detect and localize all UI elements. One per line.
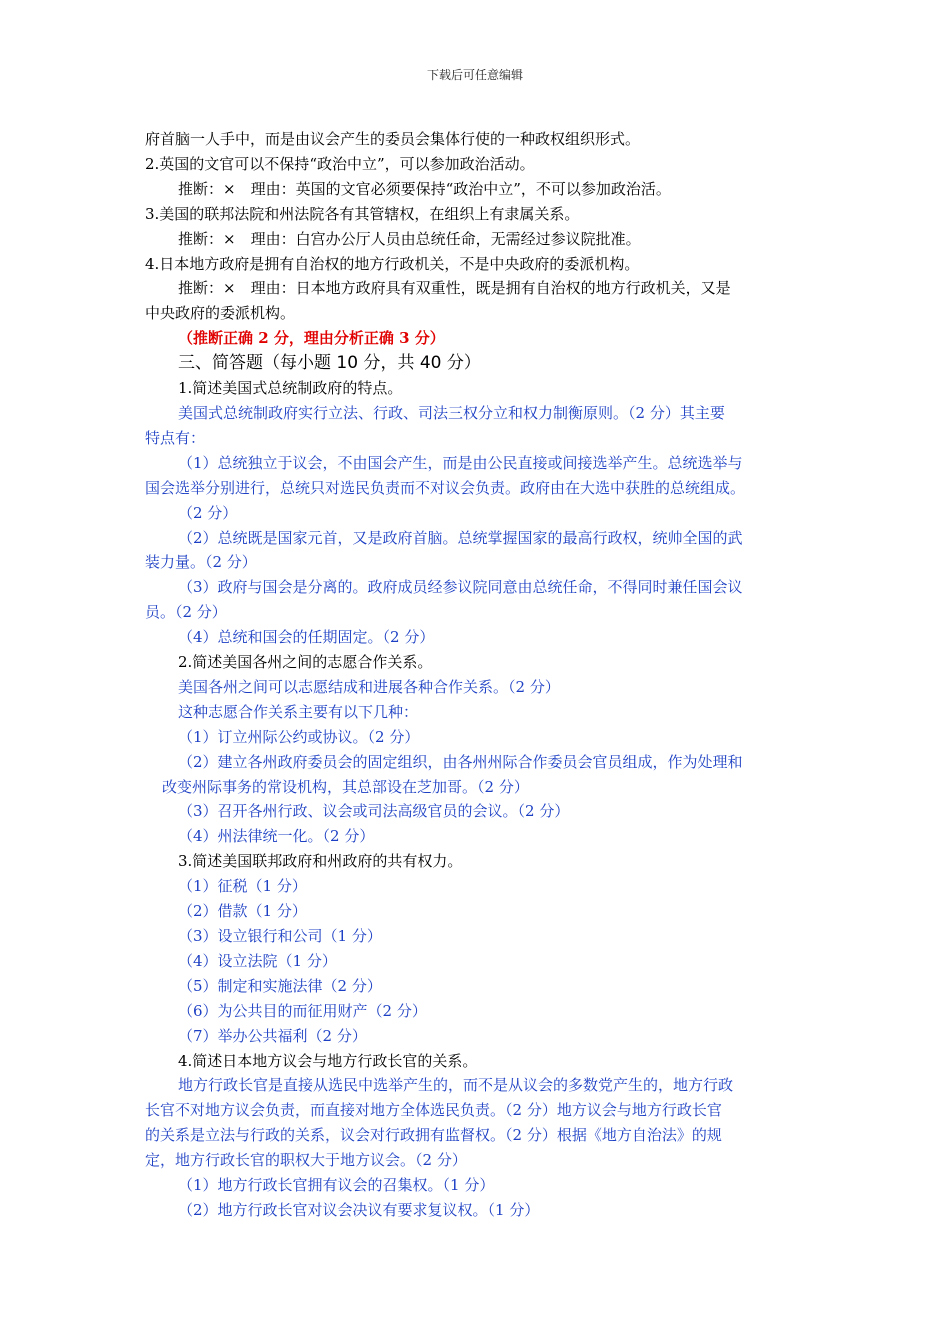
answer-line: （2）建立各州政府委员会的固定组织，由各州州际合作委员会官员组成，作为处理和	[178, 752, 743, 771]
answer-line: （2）总统既是国家元首，又是政府首脑。总统掌握国家的最高行政权，统帅全国的武	[178, 528, 743, 547]
answer-line: （5）制定和实施法律（2 分）	[178, 976, 382, 995]
answer-line: （3）设立银行和公司（1 分）	[178, 927, 382, 945]
question-item: 3.美国的联邦法院和州法院各有其管辖权，在组织上有隶属关系。	[145, 204, 580, 223]
answer-line: 改变州际事务的常设机构，其总部设在芝加哥。（2 分）	[162, 777, 529, 796]
page-header: 下载后可任意编辑	[426, 68, 523, 82]
answer-line: （2）地方行政长官对议会决议有要求复议权。（1 分）	[178, 1200, 540, 1219]
section-heading: 三、简答题（每小题 10 分，共 40 分）	[178, 353, 481, 374]
question-item: 1.简述美国式总统制政府的特点。	[178, 379, 403, 398]
answer-line: 特点有：	[145, 428, 206, 447]
scoring-note: （推断正确 2 分，理由分析正确 3 分）	[178, 329, 445, 348]
answer-line: （1）地方行政长官拥有议会的召集权。（1 分）	[178, 1176, 495, 1195]
answer-line: （3）召开各州行政、议会或司法高级官员的会议。（2 分）	[178, 802, 570, 821]
answer-line: （6）为公共目的而征用财产（2 分）	[178, 1001, 427, 1020]
answer-line: （4）设立法院（1 分）	[178, 951, 337, 970]
answer-line: （1）总统独立于议会，不由国会产生，而是由公民直接或间接选举产生。总统选举与	[178, 453, 743, 472]
answer-line: （4）州法律统一化。（2 分）	[178, 827, 375, 846]
answer-line: 长官不对地方议会负责，而直接对地方全体选民负责。（2 分）地方议会与地方行政长官	[145, 1101, 722, 1120]
answer-line: （7）举办公共福利（2 分）	[178, 1026, 367, 1045]
answer-line: 美国各州之间可以志愿结成和进展各种合作关系。（2 分）	[178, 677, 560, 696]
answer-line: （3）政府与国会是分离的。政府成员经参议院同意由总统任命，不得同时兼任国会议	[178, 578, 743, 597]
question-item: 3.简述美国联邦政府和州政府的共有权力。	[178, 852, 463, 871]
document-body	[145, 127, 809, 1223]
answer-line: 这种志愿合作关系主要有以下几种：	[178, 702, 419, 721]
question-item: 4.简述日本地方议会与地方行政长官的关系。	[178, 1051, 478, 1070]
answer-line: （1）征税（1 分）	[178, 877, 307, 896]
text-line: 府首脑一人手中，而是由议会产生的委员会集体行使的一种政权组织形式。	[145, 130, 641, 148]
answer-line: 定，地方行政长官的职权大于地方议会。（2 分）	[145, 1151, 467, 1170]
answer-line: 推断：× 理由：白宫办公厅人员由总统任命，无需经过参议院批准。	[178, 229, 641, 248]
answer-line: 地方行政长官是直接从选民中选举产生的，而不是从议会的多数党产生的，地方行政	[178, 1076, 734, 1095]
answer-line: 装力量。（2 分）	[145, 553, 257, 572]
answer-line: 中央政府的委派机构。	[145, 304, 296, 323]
answer-line: 推断：× 理由：英国的文官必须要保持“政治中立”，不可以参加政治活。	[178, 179, 671, 198]
answer-line: （2）借款（1 分）	[178, 902, 307, 921]
answer-line: （4）总统和国会的任期固定。（2 分）	[178, 628, 435, 647]
answer-line: （2 分）	[178, 503, 238, 522]
question-item: 2.英国的文官可以不保持“政治中立”，可以参加政治活动。	[145, 154, 535, 173]
answer-line: （1）订立州际公约或协议。（2 分）	[178, 727, 420, 746]
answer-line: 的关系是立法与行政的关系，议会对行政拥有监督权。（2 分）根据《地方自治法》的规	[145, 1126, 722, 1145]
answer-line: 推断：× 理由：日本地方政府具有双重性，既是拥有自治权的地方行政机关，又是	[178, 279, 731, 298]
question-item: 2.简述美国各州之间的志愿合作关系。	[178, 653, 433, 672]
answer-line: 国会选举分别进行，总统只对选民负责而不对议会负责。政府由在大选中获胜的总统组成。	[145, 478, 746, 497]
question-item: 4.日本地方政府是拥有自治权的地方行政机关，不是中央政府的委派机构。	[145, 254, 640, 273]
answer-line: 美国式总统制政府实行立法、行政、司法三权分立和权力制衡原则。（2 分）其主要	[178, 403, 725, 422]
answer-line: 员。（2 分）	[145, 603, 227, 622]
